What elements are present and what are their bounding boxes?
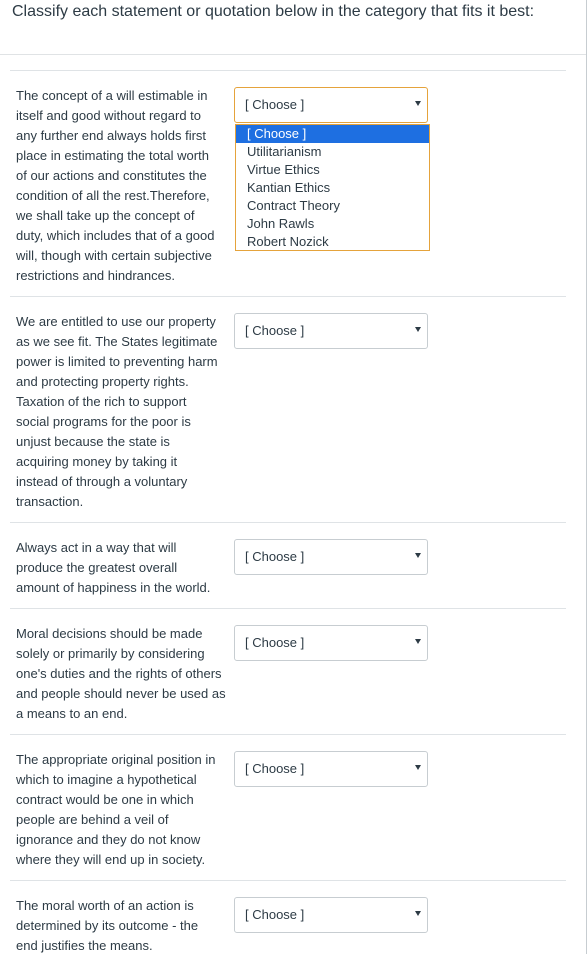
caret-down-icon xyxy=(415,911,421,916)
statement-line: one's duties and the rights of others xyxy=(16,666,222,681)
statement-line: transaction. xyxy=(16,494,84,509)
statement-line: restrictions and hindrances. xyxy=(16,268,175,283)
statement-line: and protecting property rights. xyxy=(16,374,189,389)
option-virtue-ethics[interactable]: Virtue Ethics xyxy=(247,162,320,177)
statement-line: a means to an end. xyxy=(16,706,128,721)
statement-line: The moral worth of an action is xyxy=(16,898,194,913)
statement-1 xyxy=(16,86,238,286)
caret-down-icon xyxy=(415,639,421,644)
category-dropdown-list[interactable] xyxy=(235,124,430,251)
statement-line: instead of through a voluntary xyxy=(16,474,188,489)
select-value: [ Choose ] xyxy=(245,907,305,922)
statement-5 xyxy=(16,750,238,870)
category-select-4[interactable] xyxy=(234,625,428,661)
statement-2 xyxy=(16,312,238,512)
row-divider xyxy=(10,734,566,735)
option-utilitarianism[interactable]: Utilitarianism xyxy=(247,144,322,159)
category-select-2[interactable] xyxy=(234,313,428,349)
statement-line: unjust because the state is xyxy=(16,434,170,449)
caret-down-icon xyxy=(415,327,421,332)
category-select-3[interactable] xyxy=(234,539,428,575)
statement-line: determined by its outcome - the xyxy=(16,918,199,933)
statement-line: We are entitled to use our property xyxy=(16,314,216,329)
row-divider xyxy=(10,608,566,609)
statement-line: of our actions and constitutes the xyxy=(16,168,207,183)
header-divider xyxy=(0,54,586,55)
statement-line: contract would be one in which xyxy=(16,792,194,807)
caret-down-icon xyxy=(415,101,421,106)
select-value: [ Choose ] xyxy=(245,549,305,564)
statement-line: any further end always holds first xyxy=(16,128,207,143)
statement-line: place in estimating the total worth xyxy=(16,148,209,163)
statement-line: we shall take up the concept of xyxy=(16,208,195,223)
statement-line: condition of all the rest.Therefore, xyxy=(16,188,210,203)
statement-line: solely or primarily by considering xyxy=(16,646,205,661)
row-divider xyxy=(10,70,566,71)
statement-line: itself and good without regard to xyxy=(16,108,202,123)
statement-4 xyxy=(16,624,238,724)
statement-line: end justifies the means. xyxy=(16,938,153,953)
statement-line: which to imagine a hypothetical xyxy=(16,772,197,787)
statement-line: The appropriate original position in xyxy=(16,752,216,767)
row-divider xyxy=(10,296,566,297)
select-value: [ Choose ] xyxy=(245,761,305,776)
category-select-5[interactable] xyxy=(234,751,428,787)
statement-line: duty, which includes that of a good xyxy=(16,228,215,243)
statement-6 xyxy=(16,896,238,956)
option-contract-theory[interactable]: Contract Theory xyxy=(247,198,340,213)
caret-down-icon xyxy=(415,765,421,770)
statement-line: ignorance and they do not know xyxy=(16,832,201,847)
select-value: [ Choose ] xyxy=(245,635,305,650)
statement-line: The concept of a will estimable in xyxy=(16,88,208,103)
statement-line: will, though with certain subjective xyxy=(16,248,212,263)
option-robert-nozick[interactable]: Robert Nozick xyxy=(247,234,329,249)
option-john-rawls[interactable]: John Rawls xyxy=(247,216,315,231)
statement-line: acquiring money by taking it xyxy=(16,454,178,469)
option-kantian-ethics[interactable]: Kantian Ethics xyxy=(247,180,331,195)
statement-line: amount of happiness in the world. xyxy=(16,580,211,595)
statement-line: Moral decisions should be made xyxy=(16,626,203,641)
option-choose[interactable]: [ Choose ] xyxy=(236,125,429,143)
statement-line: where they will end up in society. xyxy=(16,852,206,867)
statement-line: produce the greatest overall xyxy=(16,560,178,575)
statement-line: as we see fit. The States legitimate xyxy=(16,334,218,349)
category-select-1[interactable] xyxy=(234,87,428,123)
statement-line: power is limited to preventing harm xyxy=(16,354,218,369)
question-prompt: Classify each statement or quotation below in the category that fits it best: xyxy=(12,3,535,20)
statement-line: social programs for the poor is xyxy=(16,414,191,429)
statement-line: Always act in a way that will xyxy=(16,540,177,555)
statement-line: Taxation of the rich to support xyxy=(16,394,187,409)
caret-down-icon xyxy=(415,553,421,558)
select-value: [ Choose ] xyxy=(245,97,305,112)
statement-line: people are behind a veil of xyxy=(16,812,169,827)
select-value: [ Choose ] xyxy=(245,323,305,338)
category-select-6[interactable] xyxy=(234,897,428,933)
row-divider xyxy=(10,522,566,523)
row-divider xyxy=(10,880,566,881)
statement-3 xyxy=(16,538,238,598)
statement-line: and people should never be used as xyxy=(16,686,226,701)
